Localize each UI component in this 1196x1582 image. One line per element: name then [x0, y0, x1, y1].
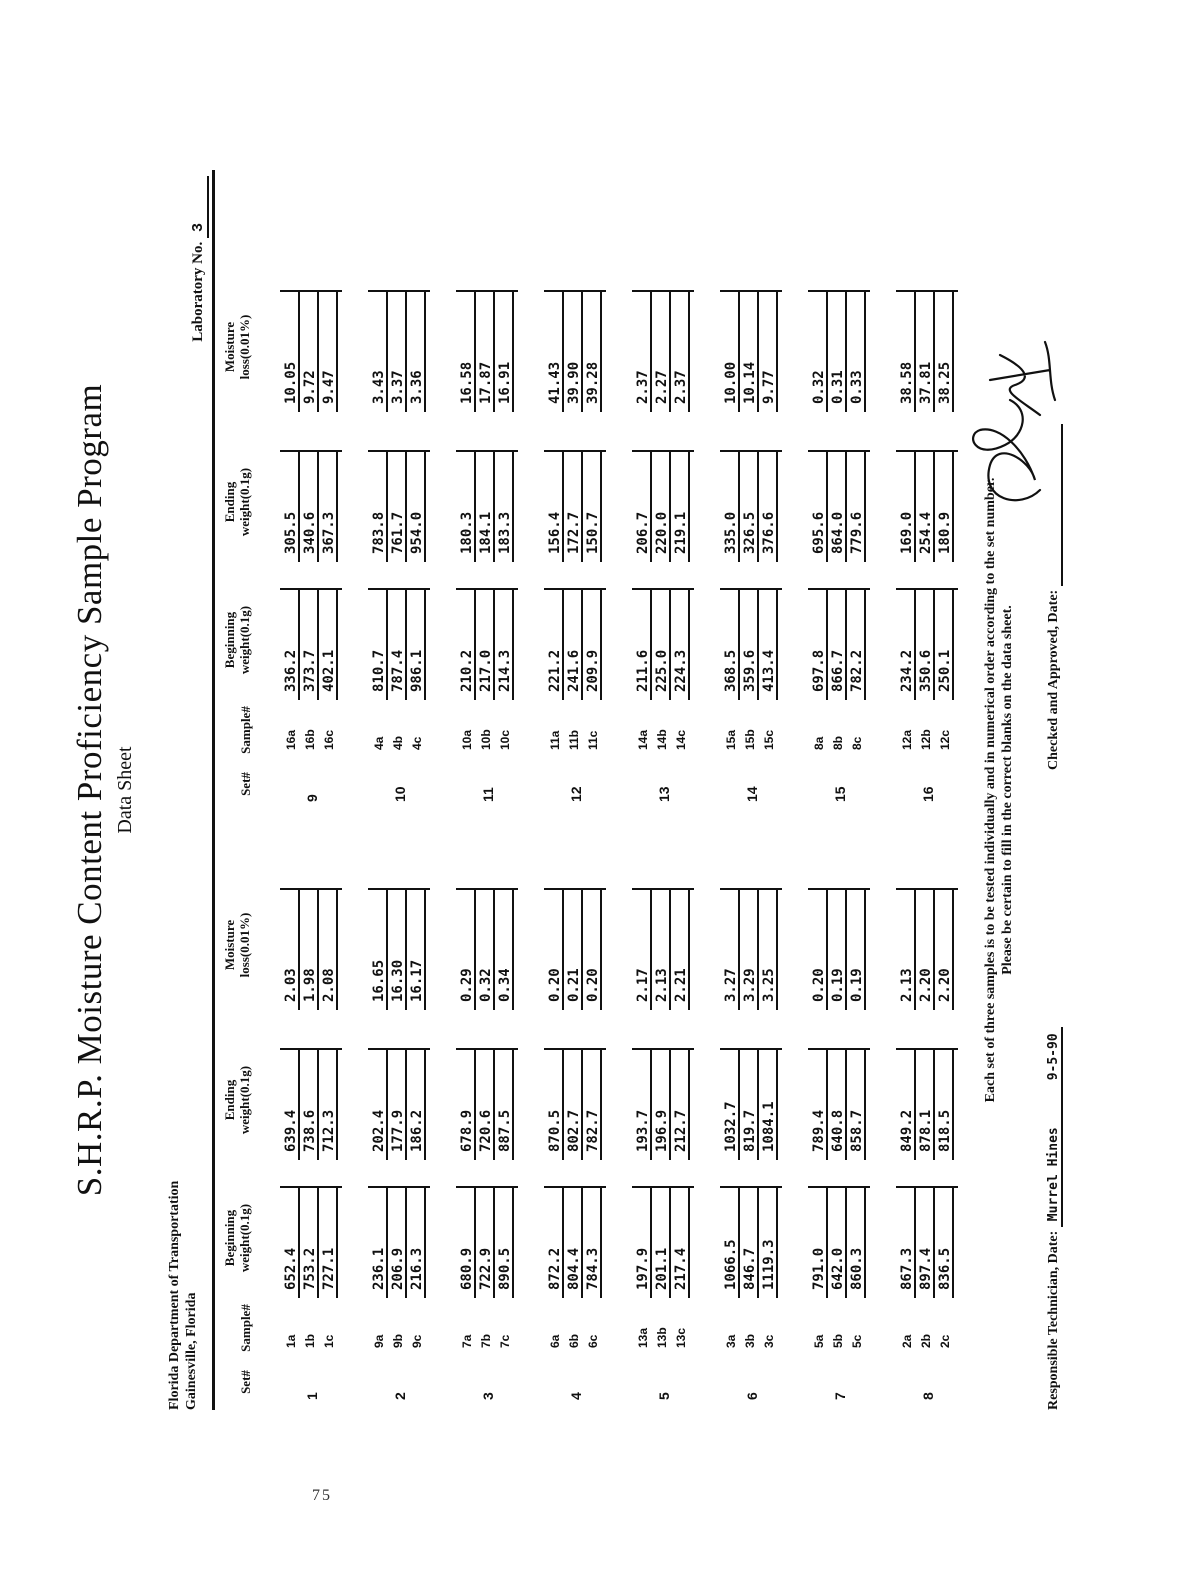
sample-id: 3a	[724, 1334, 738, 1348]
sample-id: 8b	[831, 735, 845, 750]
sample-id: 10a	[460, 729, 474, 750]
sample-id: 11c	[586, 730, 600, 750]
sample-id: 9c	[410, 1334, 424, 1348]
beginning-weight: 250.1	[936, 590, 954, 700]
beginning-weight: 216.3	[408, 1188, 426, 1298]
moisture-loss: 2.13	[898, 890, 916, 1010]
ending-weight: 1084.1	[760, 1050, 778, 1160]
column-header-text: Set#	[238, 1370, 253, 1394]
sample-id: 4b	[391, 735, 405, 750]
column-header-sample	[238, 700, 253, 760]
ending-weight: 720.6	[477, 1050, 495, 1160]
ending-weight: 864.0	[829, 452, 847, 562]
moisture-loss: 2.37	[672, 292, 690, 412]
sample-id: 6b	[567, 1333, 581, 1348]
sample-id: 13a	[636, 1327, 650, 1348]
moisture-loss: 0.21	[565, 890, 583, 1010]
department-location: Gainesville, Florida	[184, 1292, 199, 1410]
moisture-loss: 2.17	[634, 890, 652, 1010]
column-header-set	[238, 756, 253, 812]
moisture-loss: 16.17	[408, 890, 426, 1010]
moisture-loss: 10.00	[722, 292, 740, 412]
column-header-text: loss(0.01%)	[237, 314, 252, 380]
moisture-loss: 0.32	[477, 890, 495, 1010]
technician-signoff	[1046, 1027, 1063, 1410]
ending-weight: 1032.7	[722, 1050, 740, 1160]
beginning-weight: 236.1	[370, 1188, 388, 1298]
moisture-loss: 0.29	[458, 890, 476, 1010]
sample-id: 1b	[303, 1333, 317, 1348]
beginning-weight: 201.1	[653, 1188, 671, 1298]
moisture-loss: 9.77	[760, 292, 778, 412]
sample-id: 10c	[498, 729, 512, 750]
column-header-text: weight(0.1g)	[237, 1203, 252, 1273]
sample-id: 16c	[322, 729, 336, 750]
beginning-weight: 209.9	[584, 590, 602, 700]
moisture-loss: 0.33	[848, 292, 866, 412]
moisture-loss: 2.27	[653, 292, 671, 412]
beginning-weight: 241.6	[565, 590, 583, 700]
beginning-weight: 373.7	[301, 590, 319, 700]
moisture-loss: 0.20	[584, 890, 602, 1010]
ending-weight: 779.6	[848, 452, 866, 562]
beginning-weight: 224.3	[672, 590, 690, 700]
moisture-loss: 16.65	[370, 890, 388, 1010]
ending-weight: 376.6	[760, 452, 778, 562]
moisture-loss: 39.28	[584, 292, 602, 412]
moisture-loss: 9.72	[301, 292, 319, 412]
ending-weight: 782.7	[584, 1050, 602, 1160]
ending-weight: 305.5	[282, 452, 300, 562]
set-number: 6	[744, 1392, 760, 1400]
beginning-weight: 217.4	[672, 1188, 690, 1298]
technician-field	[1046, 1027, 1063, 1227]
ending-weight: 184.1	[477, 452, 495, 562]
sample-id: 12b	[919, 729, 933, 750]
set-number: 14	[744, 786, 760, 802]
ending-weight: 172.7	[565, 452, 583, 562]
beginning-weight: 680.9	[458, 1188, 476, 1298]
beginning-weight: 791.0	[810, 1188, 828, 1298]
set-number: 16	[920, 786, 936, 802]
beginning-weight: 234.2	[898, 590, 916, 700]
beginning-weight: 697.8	[810, 590, 828, 700]
column-header-beginning	[222, 580, 252, 700]
set-number: 4	[568, 1392, 584, 1400]
set-number: 3	[480, 1392, 496, 1400]
sample-id: 8c	[850, 736, 864, 750]
beginning-weight: 402.1	[320, 590, 338, 700]
ending-weight: 169.0	[898, 452, 916, 562]
sample-id: 3c	[762, 1334, 776, 1348]
ending-weight: 180.3	[458, 452, 476, 562]
moisture-loss: 39.90	[565, 292, 583, 412]
moisture-loss: 3.29	[741, 890, 759, 1010]
sample-id: 14c	[674, 729, 688, 750]
ending-weight: 819.7	[741, 1050, 759, 1160]
instructions-line-2: Please be certain to fill in the correct blanks on the data sheet.	[1000, 605, 1015, 975]
moisture-loss: 2.03	[282, 890, 300, 1010]
beginning-weight: 642.0	[829, 1188, 847, 1298]
ending-weight: 954.0	[408, 452, 426, 562]
ending-weight: 186.2	[408, 1050, 426, 1160]
set-number: 2	[392, 1392, 408, 1400]
beginning-weight: 753.2	[301, 1188, 319, 1298]
beginning-weight: 350.6	[917, 590, 935, 700]
technician-label: Responsible Technician, Date:	[1046, 1230, 1061, 1410]
beginning-weight: 872.2	[546, 1188, 564, 1298]
sample-id: 16a	[284, 729, 298, 750]
page-title: S.H.R.P. Moisture Content Proficiency Sample Program	[70, 383, 109, 1197]
sample-id: 2b	[919, 1333, 933, 1348]
ending-weight: 878.1	[917, 1050, 935, 1160]
technician-date: 9-5-90	[1046, 1033, 1061, 1081]
page-subtitle: Data Sheet	[114, 746, 136, 834]
ending-weight: 858.7	[848, 1050, 866, 1160]
beginning-weight: 787.4	[389, 590, 407, 700]
ending-weight: 254.4	[917, 452, 935, 562]
set-number: 5	[656, 1392, 672, 1400]
sample-id: 15a	[724, 729, 738, 750]
beginning-weight: 866.7	[829, 590, 847, 700]
ending-weight: 326.5	[741, 452, 759, 562]
moisture-loss: 38.58	[898, 292, 916, 412]
moisture-loss: 2.20	[936, 890, 954, 1010]
column-header-text: Ending	[222, 481, 237, 523]
beginning-weight: 727.1	[320, 1188, 338, 1298]
beginning-weight: 1066.5	[722, 1188, 740, 1298]
set-number: 1	[304, 1392, 320, 1400]
laboratory-label: Laboratory No.	[190, 241, 206, 342]
laboratory-number-field: 3	[190, 176, 209, 238]
ending-weight: 640.8	[829, 1050, 847, 1160]
beginning-weight: 368.5	[722, 590, 740, 700]
moisture-loss: 9.47	[320, 292, 338, 412]
moisture-loss: 16.58	[458, 292, 476, 412]
beginning-weight: 1119.3	[760, 1188, 778, 1298]
ending-weight: 177.9	[389, 1050, 407, 1160]
beginning-weight: 986.1	[408, 590, 426, 700]
ending-weight: 212.7	[672, 1050, 690, 1160]
sample-id: 2c	[938, 1334, 952, 1348]
beginning-weight: 836.5	[936, 1188, 954, 1298]
ending-weight: 156.4	[546, 452, 564, 562]
beginning-weight: 359.6	[741, 590, 759, 700]
sample-id: 5c	[850, 1334, 864, 1348]
sample-id: 11a	[548, 730, 562, 750]
column-header-text: Sample#	[238, 706, 253, 754]
column-header-text: Beginning	[222, 611, 237, 669]
set-number: 9	[304, 794, 320, 802]
moisture-loss: 16.91	[496, 292, 514, 412]
ending-weight: 712.3	[320, 1050, 338, 1160]
sample-id: 2a	[900, 1334, 914, 1348]
beginning-weight: 804.4	[565, 1188, 583, 1298]
ending-weight: 738.6	[301, 1050, 319, 1160]
moisture-loss: 2.37	[634, 292, 652, 412]
moisture-loss: 0.20	[546, 890, 564, 1010]
beginning-weight: 214.3	[496, 590, 514, 700]
ending-weight: 183.3	[496, 452, 514, 562]
beginning-weight: 336.2	[282, 590, 300, 700]
moisture-loss: 0.19	[829, 890, 847, 1010]
sample-id: 15c	[762, 729, 776, 750]
column-header-set	[238, 1354, 253, 1410]
moisture-loss: 17.87	[477, 292, 495, 412]
set-number: 7	[832, 1392, 848, 1400]
sample-id: 4a	[372, 736, 386, 750]
beginning-weight: 225.0	[653, 590, 671, 700]
sample-id: 6a	[548, 1334, 562, 1348]
column-header-text: weight(0.1g)	[237, 605, 252, 675]
sample-id: 16b	[303, 729, 317, 750]
beginning-weight: 810.7	[370, 590, 388, 700]
moisture-loss: 3.36	[408, 292, 426, 412]
sample-id: 13b	[655, 1327, 669, 1348]
ending-weight: 849.2	[898, 1050, 916, 1160]
moisture-loss: 3.27	[722, 890, 740, 1010]
moisture-loss: 2.08	[320, 890, 338, 1010]
signature-scribble	[960, 340, 1070, 520]
beginning-weight: 206.9	[389, 1188, 407, 1298]
beginning-weight: 211.6	[634, 590, 652, 700]
beginning-weight: 722.9	[477, 1188, 495, 1298]
ending-weight: 340.6	[301, 452, 319, 562]
sample-id: 14a	[636, 729, 650, 750]
column-header-text: Ending	[222, 1079, 237, 1121]
beginning-weight: 867.3	[898, 1188, 916, 1298]
ending-weight: 789.4	[810, 1050, 828, 1160]
column-header-moisture	[222, 282, 252, 412]
beginning-weight: 413.4	[760, 590, 778, 700]
moisture-loss: 3.25	[760, 890, 778, 1010]
sample-id: 6c	[586, 1334, 600, 1348]
sample-id: 15b	[743, 729, 757, 750]
beginning-weight: 197.9	[634, 1188, 652, 1298]
ending-weight: 220.0	[653, 452, 671, 562]
moisture-loss: 2.20	[917, 890, 935, 1010]
sample-id: 5a	[812, 1334, 826, 1348]
moisture-loss: 3.43	[370, 292, 388, 412]
moisture-loss: 10.14	[741, 292, 759, 412]
moisture-loss: 1.98	[301, 890, 319, 1010]
moisture-loss: 37.81	[917, 292, 935, 412]
beginning-weight: 784.3	[584, 1188, 602, 1298]
sample-id: 13c	[674, 1327, 688, 1348]
column-header-text: Moisture	[222, 321, 237, 373]
moisture-loss: 0.19	[848, 890, 866, 1010]
moisture-loss: 16.30	[389, 890, 407, 1010]
beginning-weight: 210.2	[458, 590, 476, 700]
sample-id: 5b	[831, 1333, 845, 1348]
sample-id: 4c	[410, 736, 424, 750]
sample-id: 11b	[567, 729, 581, 750]
column-header-text: Beginning	[222, 1209, 237, 1267]
moisture-loss: 2.21	[672, 890, 690, 1010]
column-header-text: weight(0.1g)	[237, 467, 252, 537]
ending-weight: 335.0	[722, 452, 740, 562]
set-number: 13	[656, 786, 672, 802]
sample-id: 7c	[498, 1334, 512, 1348]
ending-weight: 695.6	[810, 452, 828, 562]
data-sheet	[70, 170, 1090, 1410]
beginning-weight: 217.0	[477, 590, 495, 700]
beginning-weight: 846.7	[741, 1188, 759, 1298]
beginning-weight: 221.2	[546, 590, 564, 700]
set-number: 10	[392, 786, 408, 802]
moisture-loss: 0.32	[810, 292, 828, 412]
instructions-line-1: Each set of three samples is to be tested individually and in numerical order according to the set number.	[983, 477, 998, 1103]
beginning-weight: 782.2	[848, 590, 866, 700]
set-number: 8	[920, 1392, 936, 1400]
sample-id: 7a	[460, 1334, 474, 1348]
department-name: Florida Department of Transportation	[167, 1180, 182, 1410]
ending-weight: 367.3	[320, 452, 338, 562]
ending-weight: 202.4	[370, 1050, 388, 1160]
column-header-text: Sample#	[238, 1304, 253, 1352]
moisture-loss: 2.13	[653, 890, 671, 1010]
sample-id: 1c	[322, 1334, 336, 1348]
sample-id: 10b	[479, 729, 493, 750]
beginning-weight: 897.4	[917, 1188, 935, 1298]
ending-weight: 818.5	[936, 1050, 954, 1160]
ending-weight: 196.9	[653, 1050, 671, 1160]
ending-weight: 639.4	[282, 1050, 300, 1160]
column-header-ending	[222, 1040, 252, 1160]
ending-weight: 783.8	[370, 452, 388, 562]
technician-name: Murrel Hines	[1046, 1127, 1061, 1222]
moisture-loss: 38.25	[936, 292, 954, 412]
moisture-loss: 0.34	[496, 890, 514, 1010]
sample-id: 1a	[284, 1334, 298, 1348]
ending-weight: 206.7	[634, 452, 652, 562]
moisture-loss: 41.43	[546, 292, 564, 412]
page-number: 75	[312, 1487, 332, 1504]
column-header-text: Moisture	[222, 919, 237, 971]
sample-id: 7b	[479, 1333, 493, 1348]
department-block	[166, 1181, 200, 1410]
column-header-moisture	[222, 880, 252, 1010]
ending-weight: 678.9	[458, 1050, 476, 1160]
sample-id: 3b	[743, 1333, 757, 1348]
moisture-loss: 3.37	[389, 292, 407, 412]
ending-weight: 150.7	[584, 452, 602, 562]
sample-id: 12c	[938, 729, 952, 750]
set-number: 15	[832, 786, 848, 802]
sample-id: 14b	[655, 729, 669, 750]
column-header-beginning	[222, 1178, 252, 1298]
column-header-ending	[222, 442, 252, 562]
column-header-text: Set#	[238, 772, 253, 796]
ending-weight: 870.5	[546, 1050, 564, 1160]
ending-weight: 193.7	[634, 1050, 652, 1160]
column-header-text: loss(0.01%)	[237, 912, 252, 978]
column-header-sample	[238, 1298, 253, 1358]
sample-id: 8a	[812, 736, 826, 750]
ending-weight: 761.7	[389, 452, 407, 562]
sample-id: 12a	[900, 729, 914, 750]
beginning-weight: 860.3	[848, 1188, 866, 1298]
moisture-loss: 10.05	[282, 292, 300, 412]
ending-weight: 219.1	[672, 452, 690, 562]
ending-weight: 802.7	[565, 1050, 583, 1160]
laboratory-number	[190, 176, 209, 342]
beginning-weight: 890.5	[496, 1188, 514, 1298]
header-rule	[212, 170, 215, 1410]
moisture-loss: 0.31	[829, 292, 847, 412]
ending-weight: 180.9	[936, 452, 954, 562]
sample-id: 9b	[391, 1333, 405, 1348]
ending-weight: 887.5	[496, 1050, 514, 1160]
set-number: 11	[480, 787, 496, 802]
sample-id: 9a	[372, 1334, 386, 1348]
beginning-weight: 652.4	[282, 1188, 300, 1298]
approval-label: Checked and Approved, Date:	[1046, 589, 1061, 770]
set-number: 12	[568, 786, 584, 802]
moisture-loss: 0.20	[810, 890, 828, 1010]
column-header-text: weight(0.1g)	[237, 1065, 252, 1135]
